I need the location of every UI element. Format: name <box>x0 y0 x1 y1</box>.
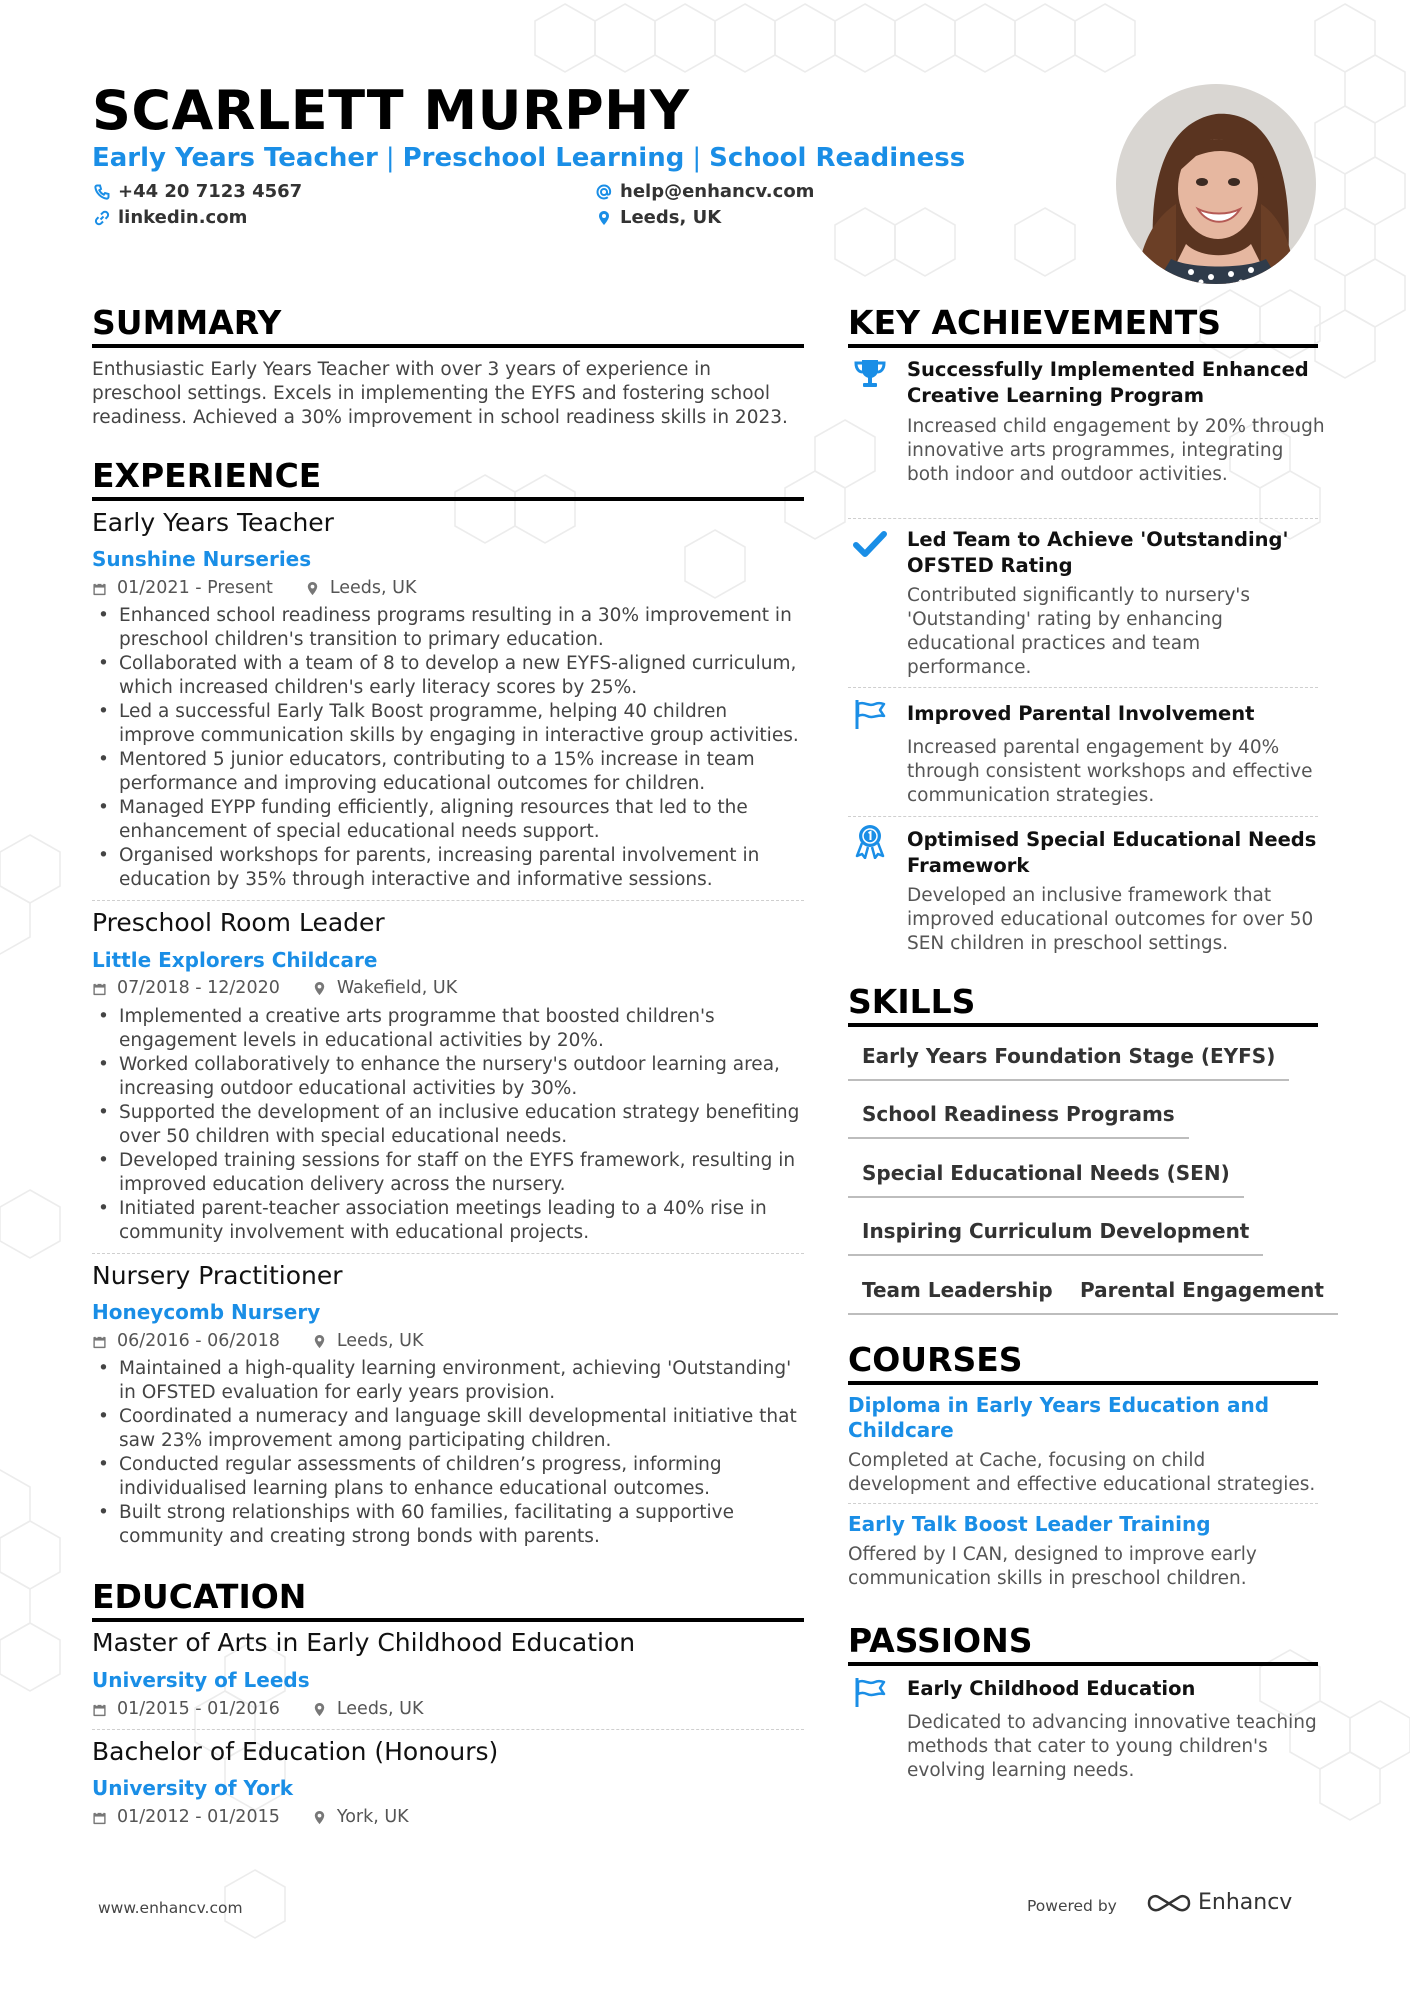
location-contact <box>596 207 721 228</box>
job-dates: 06/2016 - 06/2018 <box>117 1331 280 1351</box>
summary-heading: SUMMARY <box>92 303 282 342</box>
headline-separator: | <box>692 143 702 173</box>
company-name: Honeycomb Nursery <box>92 1300 321 1324</box>
job-dates: 07/2018 - 12/2020 <box>117 978 280 998</box>
link-icon <box>94 210 110 226</box>
entry-divider <box>848 687 1318 688</box>
list-item: • Mentored 5 junior educators, contributing to a 15% increase in team performance and improving educational outcomes for children. <box>92 748 804 796</box>
map-pin-icon <box>312 1810 327 1825</box>
list-item: • Implemented a creative arts programme that boosted children's engagement levels in educational activities by 20%. <box>92 1005 804 1053</box>
enhancv-brand-text: Enhancv <box>1198 1890 1293 1915</box>
education-dates: 01/2015 - 01/2016 <box>117 1699 280 1719</box>
company-name: Sunshine Nurseries <box>92 547 312 571</box>
education-location: York, UK <box>336 1807 409 1827</box>
enhancv-logo-icon <box>1146 1891 1192 1915</box>
entry-divider <box>92 1253 804 1254</box>
job-bullets <box>92 1005 804 1245</box>
phone-contact[interactable] <box>94 181 302 202</box>
calendar-icon <box>92 981 107 996</box>
course-desc: Offered by I CAN, designed to improve early communication skills in preschool children. <box>848 1544 1257 1589</box>
skills-heading: SKILLS <box>848 982 976 1021</box>
section-divider <box>848 1662 1318 1666</box>
list-item: • Initiated parent-teacher association meetings leading to a 40% rise in community involvement with educational projects. <box>92 1197 804 1245</box>
headline <box>92 143 965 173</box>
list-item: • Built strong relationships with 60 families, facilitating a supportive community and creating strong bonds with parents. <box>92 1501 804 1549</box>
education-meta <box>92 1807 409 1827</box>
list-item: • Collaborated with a team of 8 to develop a new EYFS-aligned curriculum, which increased children's early literacy scores by 25%. <box>92 652 804 700</box>
checkmark-icon <box>852 526 888 562</box>
passions-heading: PASSIONS <box>848 1621 1033 1660</box>
list-item: • Supported the development of an inclusive education strategy benefiting over 50 children with special educational needs. <box>92 1101 804 1149</box>
list-item: • Developed training sessions for staff on the EYFS framework, resulting in improved education delivery across the nursery. <box>92 1149 804 1197</box>
skill-tag: Special Educational Needs (SEN) <box>848 1156 1244 1198</box>
award-ribbon-icon <box>852 823 888 859</box>
education-meta <box>92 1699 423 1719</box>
email-contact[interactable] <box>596 181 814 202</box>
achievements-heading: KEY ACHIEVEMENTS <box>848 303 1222 342</box>
achievement-title: Optimised Special Educational Needs Framework <box>907 828 1317 877</box>
course-title: Early Talk Boost Leader Training <box>848 1512 1211 1536</box>
map-pin-icon <box>596 210 612 226</box>
job-title: Nursery Practitioner <box>92 1261 343 1290</box>
job-bullets <box>92 1357 804 1549</box>
school-name: University of Leeds <box>92 1668 310 1692</box>
calendar-icon <box>92 581 107 596</box>
entry-divider <box>848 518 1318 519</box>
headline-part: Preschool Learning <box>402 143 685 173</box>
job-location: Wakefield, UK <box>336 978 458 998</box>
job-bullets <box>92 604 804 892</box>
job-meta <box>92 578 416 598</box>
entry-divider <box>848 816 1318 817</box>
achievement-title: Improved Parental Involvement <box>907 702 1255 725</box>
courses-heading: COURSES <box>848 1340 1023 1379</box>
phone-number: +44 20 7123 4567 <box>118 181 303 202</box>
enhancv-logo[interactable] <box>1146 1890 1292 1915</box>
education-dates: 01/2012 - 01/2015 <box>117 1807 280 1827</box>
email-address: help@enhancv.com <box>620 181 815 202</box>
list-item: • Led a successful Early Talk Boost programme, helping 40 children improve communication skills by engaging in interactive group activities. <box>92 700 804 748</box>
map-pin-icon <box>312 1702 327 1717</box>
trophy-icon <box>852 356 888 392</box>
achievement-desc: Increased parental engagement by 40% through consistent workshops and effective communication strategies. <box>907 737 1313 806</box>
location-text: Leeds, UK <box>620 207 722 228</box>
list-item: • Organised workshops for parents, increasing parental involvement in education by 35% through interactive and informative sessions. <box>92 844 804 892</box>
footer-url[interactable]: www.enhancv.com <box>98 1899 243 1917</box>
section-divider <box>92 497 804 501</box>
section-divider <box>848 344 1318 348</box>
job-meta <box>92 978 457 998</box>
list-item: • Worked collaboratively to enhance the nursery's outdoor learning area, increasing outdoor educational activities by 30%. <box>92 1053 804 1101</box>
entry-divider <box>848 1503 1318 1504</box>
linkedin-url: linkedin.com <box>118 207 248 228</box>
degree-title: Bachelor of Education (Honours) <box>92 1737 499 1766</box>
school-name: University of York <box>92 1776 294 1800</box>
course-desc: Completed at Cache, focusing on child development and effective educational strategies. <box>848 1450 1316 1495</box>
powered-by-label: Powered by <box>1027 1897 1117 1915</box>
list-item: • Coordinated a numeracy and language skill developmental initiative that saw 23% improvement among participating children. <box>92 1405 804 1453</box>
list-item: • Enhanced school readiness programs resulting in a 30% improvement in preschool children's transition to primary education. <box>92 604 804 652</box>
section-divider <box>92 1618 804 1622</box>
entry-divider <box>92 900 804 901</box>
job-title: Preschool Room Leader <box>92 908 385 937</box>
education-location: Leeds, UK <box>336 1699 424 1719</box>
map-pin-icon <box>305 581 320 596</box>
entry-divider <box>92 1729 804 1730</box>
section-divider <box>848 1381 1318 1385</box>
at-sign-icon <box>596 184 612 200</box>
profile-photo <box>1116 84 1316 284</box>
flag-icon <box>852 696 888 732</box>
map-pin-icon <box>312 1334 327 1349</box>
calendar-icon <box>92 1334 107 1349</box>
passion-title: Early Childhood Education <box>907 1677 1196 1700</box>
candidate-name: SCARLETT MURPHY <box>92 79 690 142</box>
course-title: Diploma in Early Years Education and Childcare <box>848 1393 1270 1442</box>
headline-separator: | <box>385 143 395 173</box>
list-item: • Managed EYPP funding efficiently, aligning resources that led to the enhancement of special educational needs support. <box>92 796 804 844</box>
company-name: Little Explorers Childcare <box>92 948 378 972</box>
skill-tag: Early Years Foundation Stage (EYFS) <box>848 1039 1289 1081</box>
achievement-desc: Developed an inclusive framework that improved educational outcomes for over 50 SEN children in preschool settings. <box>907 885 1314 954</box>
achievement-desc: Contributed significantly to nursery's 'Outstanding' rating by enhancing educational practices and team performance. <box>907 585 1250 678</box>
achievement-title: Successfully Implemented Enhanced Creative Learning Program <box>907 358 1309 407</box>
summary-text: Enthusiastic Early Years Teacher with over 3 years of experience in preschool settings. Excels in implementing the EYFS and fostering school readiness. Achieved a 30% improvement in school readiness skills in 2023. <box>92 359 788 428</box>
experience-heading: EXPERIENCE <box>92 456 322 495</box>
achievement-desc: Increased child engagement by 20% through innovative arts programmes, integrating both indoor and outdoor activities. <box>907 416 1325 485</box>
calendar-icon <box>92 1702 107 1717</box>
job-location: Leeds, UK <box>336 1331 424 1351</box>
flag-icon <box>852 1674 888 1710</box>
skill-tag: Team Leadership <box>848 1273 1067 1315</box>
skill-tag: School Readiness Programs <box>848 1097 1189 1139</box>
phone-icon <box>94 184 110 200</box>
section-divider <box>92 344 804 348</box>
achievement-title: Led Team to Achieve 'Outstanding' OFSTED Rating <box>907 528 1289 577</box>
job-title: Early Years Teacher <box>92 508 334 537</box>
list-item: • Conducted regular assessments of children’s progress, informing individualised learning plans to enhance educational outcomes. <box>92 1453 804 1501</box>
job-location: Leeds, UK <box>329 578 417 598</box>
calendar-icon <box>92 1810 107 1825</box>
degree-title: Master of Arts in Early Childhood Education <box>92 1628 636 1657</box>
education-heading: EDUCATION <box>92 1577 307 1616</box>
headline-part: Early Years Teacher <box>92 143 378 173</box>
passion-desc: Dedicated to advancing innovative teaching methods that cater to young children's evolving learning needs. <box>907 1712 1317 1781</box>
job-meta <box>92 1331 423 1351</box>
job-dates: 01/2021 - Present <box>117 578 273 598</box>
headline-part: School Readiness <box>709 143 966 173</box>
skill-tag: Parental Engagement <box>1066 1273 1338 1315</box>
map-pin-icon <box>312 981 327 996</box>
section-divider <box>848 1023 1318 1027</box>
skill-tag: Inspiring Curriculum Development <box>848 1214 1263 1256</box>
linkedin-contact[interactable] <box>94 207 247 228</box>
list-item: • Maintained a high-quality learning environment, achieving 'Outstanding' in OFSTED evaluation for early years provision. <box>92 1357 804 1405</box>
